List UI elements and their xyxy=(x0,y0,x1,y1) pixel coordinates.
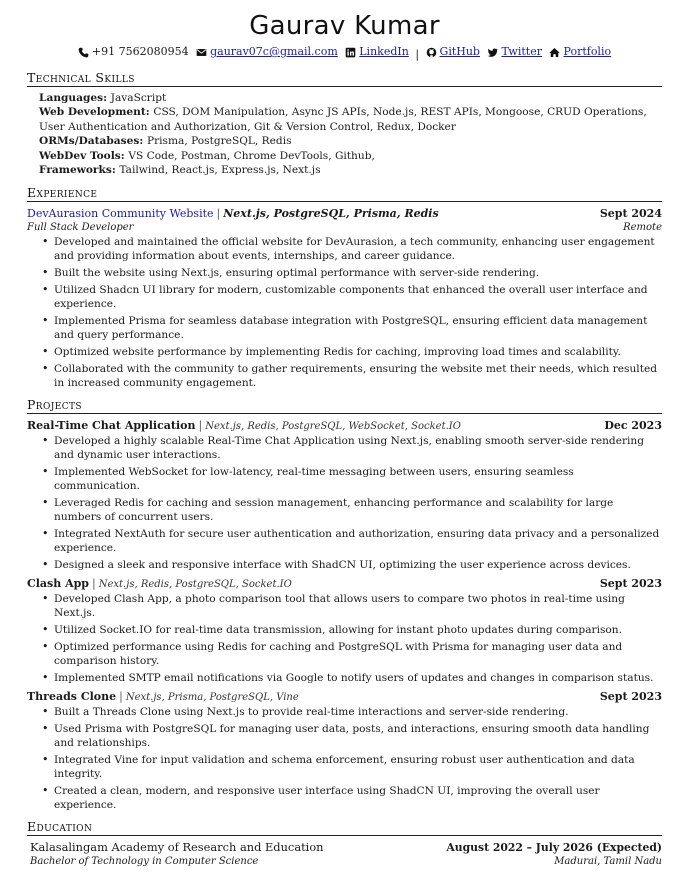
project-name: Threads Clone xyxy=(27,689,117,703)
candidate-name: Gaurav Kumar xyxy=(249,11,440,41)
project-name: Real-Time Chat Application xyxy=(27,418,196,432)
bullet-item: • Utilized Shadcn UI library for modern, customizable components that enhanced the overall user interface and experience. xyxy=(54,283,662,311)
bullet-item: • Collaborated with the community to gather requirements, ensuring the website met their needs, which resulted in increased community engagement. xyxy=(54,362,662,390)
project-bullets xyxy=(27,592,662,685)
github-contact[interactable] xyxy=(426,44,480,60)
bullet-item: • Implemented Prisma for seamless database integration with PostgreSQL, ensuring efficient data management and query performance. xyxy=(54,314,662,342)
experience-bullets xyxy=(27,235,662,390)
experience-subheader xyxy=(27,221,662,235)
bullet-item: • Developed a highly scalable Real-Time Chat Application using Next.js, enabling smooth server-side rendering and dynamic user interactions. xyxy=(54,434,662,462)
project-stack: Next.js, Prisma, PostgreSQL, Vine xyxy=(125,691,299,703)
project-bullets xyxy=(27,434,662,572)
resume-page xyxy=(27,10,662,869)
education-subheader xyxy=(27,855,662,869)
experience-date: Sept 2024 xyxy=(599,206,662,220)
bullet-item: • Implemented WebSocket for low-latency, real-time messaging between users, ensuring seamless communication. xyxy=(54,465,662,493)
phone-contact xyxy=(78,44,189,60)
phone-icon xyxy=(78,47,89,58)
linkedin-icon xyxy=(345,47,356,58)
project-name: Clash App xyxy=(27,576,89,590)
bullet-item: • Integrated NextAuth for secure user authentication and authorization, ensuring data privacy and a personalized experience. xyxy=(54,527,662,555)
project-stack: Next.js, Redis, PostgreSQL, Socket.IO xyxy=(98,578,292,590)
project-entry xyxy=(27,689,662,812)
bullet-item: • Built the website using Next.js, ensuring optimal performance with server-side rendering. xyxy=(54,266,662,280)
contact-bar xyxy=(27,44,662,63)
linkedin-link[interactable]: LinkedIn xyxy=(359,45,409,58)
bullet-item: • Developed and maintained the official website for DevAurasion, a tech community, enhancing user engagement and providing information about events, internships, and career guidance. xyxy=(54,235,662,263)
github-link[interactable]: GitHub xyxy=(439,45,480,58)
project-date: Sept 2023 xyxy=(599,576,662,590)
project-entry xyxy=(27,418,662,572)
portfolio-link[interactable]: Portfolio xyxy=(563,45,612,58)
phone-number: +91 7562080954 xyxy=(91,45,189,58)
home-icon xyxy=(549,47,560,58)
experience-entry xyxy=(27,206,662,390)
project-date: Dec 2023 xyxy=(604,418,662,432)
email-contact[interactable] xyxy=(196,44,338,60)
school-name: Kalasalingam Academy of Research and Education xyxy=(30,839,324,854)
portfolio-contact[interactable] xyxy=(549,44,611,60)
experience-title-link[interactable]: DevAurasion Community Website xyxy=(27,206,214,220)
skills-list xyxy=(27,91,662,178)
skills-section-title: Technical Skills xyxy=(27,70,662,87)
project-date: Sept 2023 xyxy=(599,689,662,703)
bullet-item: • Integrated Vine for input validation and schema enforcement, ensuring robust user authentication and data integrity. xyxy=(54,753,662,781)
bullet-item: • Optimized website performance by implementing Redis for caching, improving load times and scalability. xyxy=(54,345,662,359)
project-stack: Next.js, Redis, PostgreSQL, WebSocket, Socket.IO xyxy=(205,420,461,432)
bullet-item: • Leveraged Redis for caching and session management, enhancing performance and scalability for large numbers of concurrent users. xyxy=(54,496,662,524)
bullet-item: • Designed a sleek and responsive interface with ShadCN UI, optimizing the user experience across devices. xyxy=(54,558,662,572)
bullet-item: • Optimized performance using Redis for caching and PostgreSQL with Prisma for managing user data and comparison history. xyxy=(54,640,662,668)
envelope-icon xyxy=(196,47,207,58)
bullet-item: • Implemented SMTP email notifications via Google to notify users of updates and changes in comparison status. xyxy=(54,671,662,685)
skill-row: WebDev Tools: VS Code, Postman, Chrome DevTools, Github, xyxy=(39,149,375,162)
bullet-item: • Built a Threads Clone using Next.js to provide real-time interactions and server-side rendering. xyxy=(54,705,662,719)
skill-row: Web Development: CSS, DOM Manipulation, Async JS APIs, Node.js, REST APIs, Mongoose, CRUD Operations, User Authentication and Authorization, Git & Version Control, Redux, Docker xyxy=(39,106,647,133)
bullet-item: • Utilized Socket.IO for real-time data transmission, allowing for instant photo updates during comparison. xyxy=(54,623,662,637)
project-bullets xyxy=(27,705,662,812)
project-header: Real-Time Chat Application | Next.js, Redis, PostgreSQL, WebSocket, Socket.IO Dec 2023 xyxy=(27,418,662,432)
degree: Bachelor of Technology in Computer Science xyxy=(30,855,259,867)
project-header: Clash App | Next.js, Redis, PostgreSQL, Socket.IO Sept 2023 xyxy=(27,576,662,590)
bullet-item: • Created a clean, modern, and responsive user interface using ShadCN UI, improving the overall user experience. xyxy=(54,784,662,812)
skill-row: Frameworks: Tailwind, React.js, Express.js, Next.js xyxy=(39,164,321,176)
project-header: Threads Clone | Next.js, Prisma, PostgreSQL, Vine Sept 2023 xyxy=(27,689,662,703)
email-link[interactable]: gaurav07c@gmail.com xyxy=(210,45,338,58)
experience-header: DevAurasion Community Website | Next.js, PostgreSQL, Prisma, Redis Sept 2024 xyxy=(27,206,662,220)
experience-location: Remote xyxy=(623,221,662,233)
github-icon xyxy=(426,47,437,58)
projects-section-title: Projects xyxy=(27,397,662,414)
bullet-item: • Used Prisma with PostgreSQL for managing user data, posts, and interactions, ensuring smooth data handling and relationships. xyxy=(54,722,662,750)
education-section-title: Education xyxy=(27,819,662,836)
experience-role: Full Stack Developer xyxy=(27,221,134,233)
twitter-contact[interactable] xyxy=(487,44,542,60)
twitter-bird-icon xyxy=(487,47,498,58)
education-header xyxy=(27,840,662,855)
experience-section-title: Experience xyxy=(27,185,662,202)
education-location: Madurai, Tamil Nadu xyxy=(554,855,662,867)
project-entry xyxy=(27,576,662,685)
education-dates: August 2022 – July 2026 (Expected) xyxy=(446,840,662,854)
skill-row: ORMs/Databases: Prisma, PostgreSQL, Redis xyxy=(39,135,292,147)
twitter-link[interactable]: Twitter xyxy=(501,45,542,58)
bullet-item: • Developed Clash App, a photo comparison tool that allows users to compare two photos in real-time using Next.js. xyxy=(54,592,662,620)
linkedin-contact[interactable] xyxy=(345,44,409,60)
skill-row: Languages: JavaScript xyxy=(39,91,167,104)
experience-stack: Next.js, PostgreSQL, Prisma, Redis xyxy=(223,206,439,220)
contact-separator: | xyxy=(415,47,420,61)
education-entry xyxy=(27,840,662,869)
